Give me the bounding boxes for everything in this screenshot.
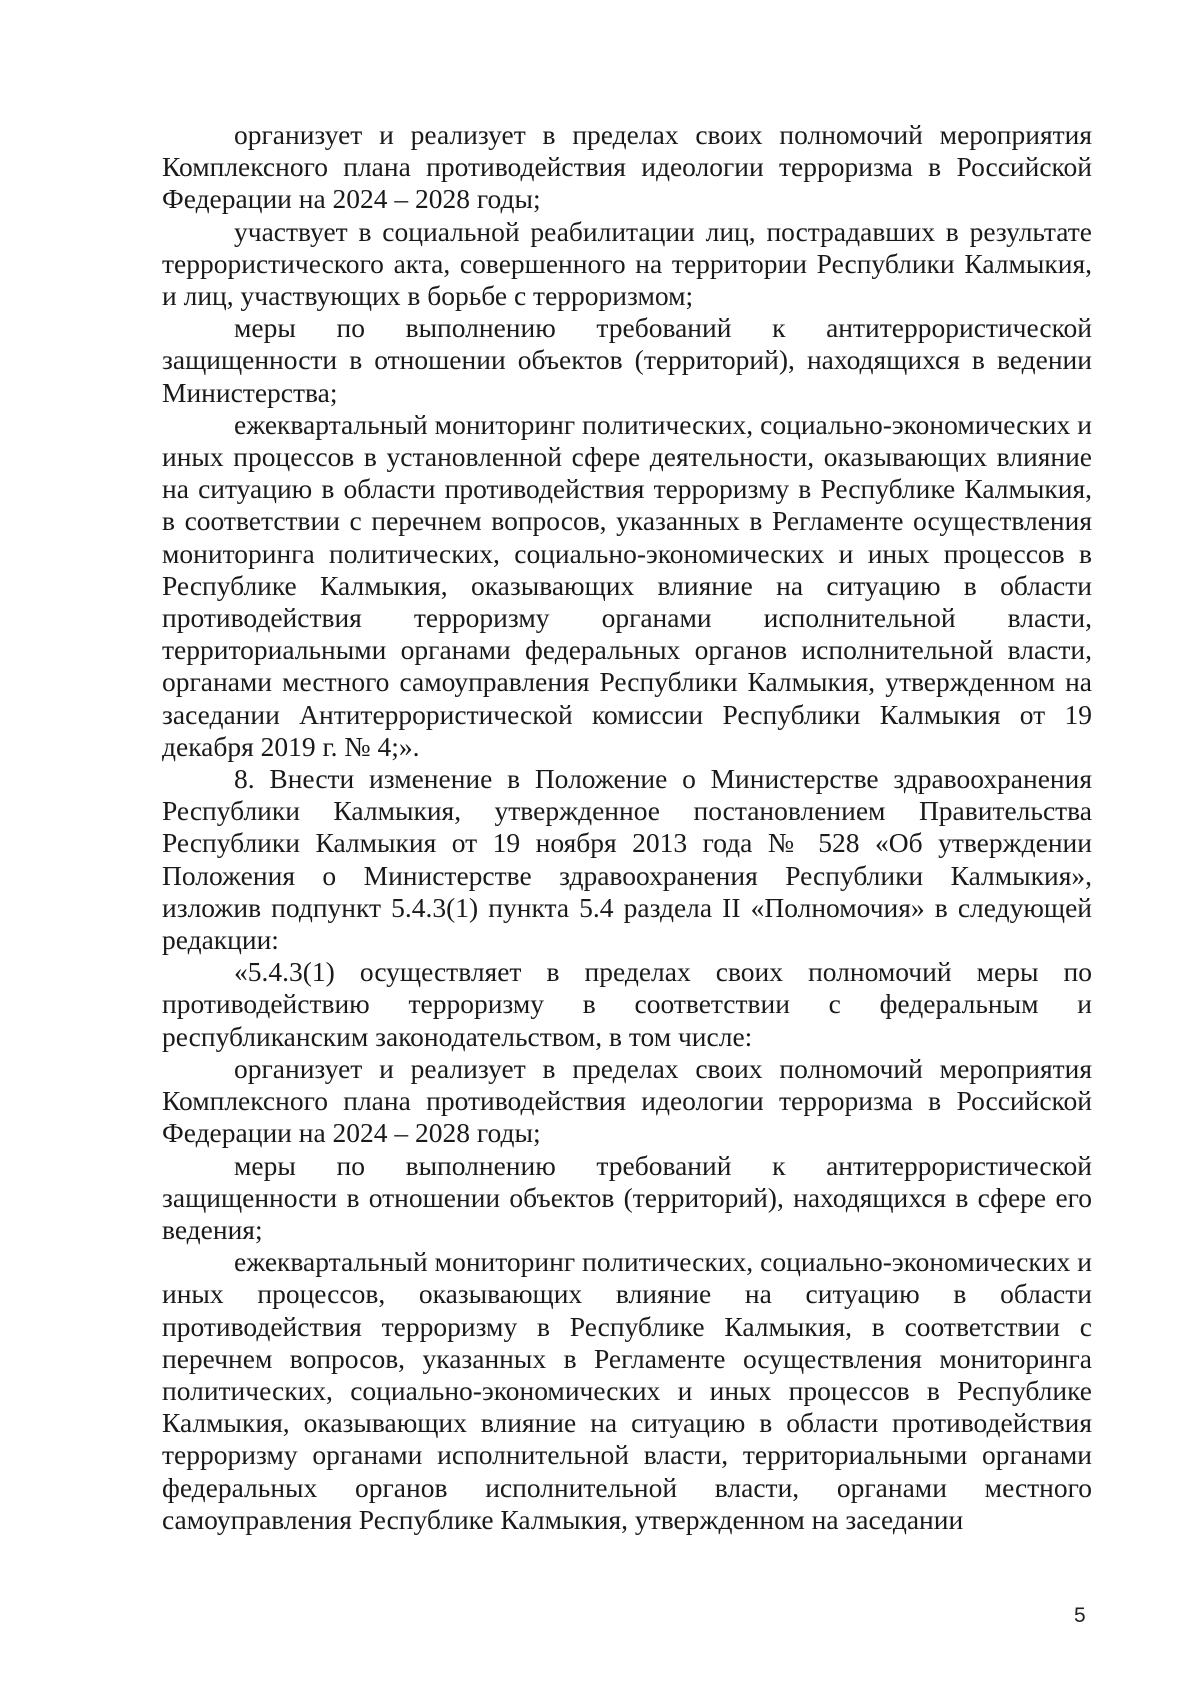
document-body: [162, 119, 1092, 1536]
paragraph-subclause-5-4-3-1: «5.4.3(1) осуществляет в пределах своих полномочий меры по противодействию терроризму в соответствии с федеральным и республиканским законодательством, в том числе:: [162, 956, 1092, 1052]
page-number: 5: [1074, 1604, 1086, 1627]
paragraph-org-plan-2: организует и реализует в пределах своих полномочий мероприятия Комплексного плана противодействия идеологии терроризма в Российской Федерации на 2024 – 2028 годы;: [162, 1052, 1092, 1149]
paragraph-security-measures-1: меры по выполнению требований к антитеррористической защищенности в отношении объектов (территорий), находящихся в ведении Министерства;: [162, 312, 1092, 408]
paragraph-rehabilitation: участвует в социальной реабилитации лиц, пострадавших в результате террористического акта, совершенного на территории Республики Калмыкия, и лиц, участвующих в борьбе с терроризмом;: [162, 215, 1092, 312]
paragraph-monitoring-1: ежеквартальный мониторинг политических, социально-экономических и иных процессов в установленной сфере деятельности, оказывающих влияние на ситуацию в области противодействия терроризму в Республике Калмыкия, в соответствии с перечнем вопросов, указанных в Регламенте осуществления мониторинга политических, социально-экономических и иных процессов в Республике Калмыкия, оказывающих влияние на ситуацию в области противодействия терроризму органами исполнительной власти, территориальными органами федеральных органов исполнительной власти, органами местного самоуправления Республики Калмыкия, утвержденном на заседании Антитеррористической комиссии Республики Калмыкия от 19 декабря 2019 г. № 4;».: [162, 408, 1092, 762]
paragraph-security-measures-2: меры по выполнению требований к антитеррористической защищенности в отношении объектов (территорий), находящихся в сфере его ведения;: [162, 1149, 1092, 1245]
paragraph-org-plan-1: организует и реализует в пределах своих полномочий мероприятия Комплексного плана противодействия идеологии терроризма в Российской Федерации на 2024 – 2028 годы;: [162, 119, 1092, 215]
paragraph-item-8: 8. Внести изменение в Положение о Министерстве здравоохранения Республики Калмыкия, утвержденное постановлением Правительства Республики Калмыкия от 19 ноября 2013 года № 528 «Об утверждении Положения о Министерстве здравоохранения Республики Калмыкия», изложив подпункт 5.4.3(1) пункта 5.4 раздела II «Полномочия» в следующей редакции:: [162, 763, 1092, 956]
paragraph-monitoring-2: ежеквартальный мониторинг политических, социально-экономических и иных процессов, оказывающих влияние на ситуацию в области противодействия терроризму в Республике Калмыкия, в соответствии с перечнем вопросов, указанных в Регламенте осуществления мониторинга политических, социально-экономических и иных процессов в Республике Калмыкия, оказывающих влияние на ситуацию в области противодействия терроризму органами исполнительной власти, территориальными органами федеральных органов исполнительной власти, органами местного самоуправления Республике Калмыкия, утвержденном на заседании: [162, 1246, 1092, 1535]
